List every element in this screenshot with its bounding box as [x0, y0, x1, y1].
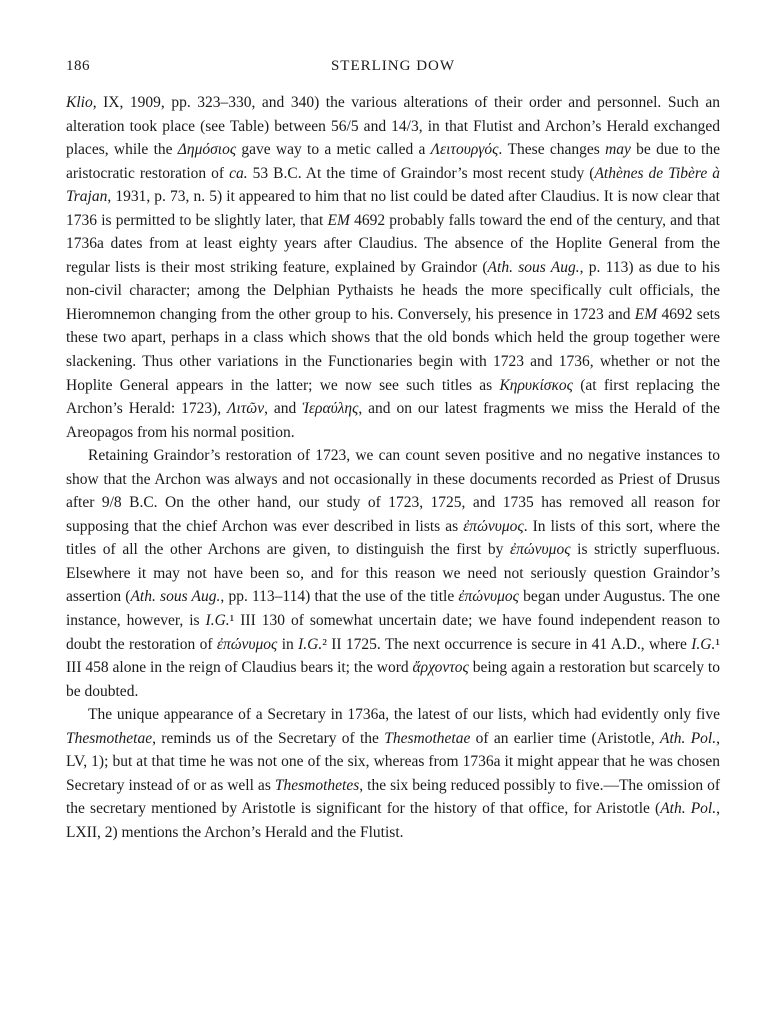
- text-run: , 1931, p. 73, n. 5) it appeared to him that no list could be dated after Claudius. It is now clear that 1736 is permitted to be slightly later, that: [66, 188, 720, 229]
- italic-text-run: ἐπώνυμος: [216, 635, 278, 653]
- italic-text-run: Λειτουργός: [430, 141, 499, 159]
- text-run: be due to the aristocratic restoration of: [66, 141, 720, 182]
- italic-text-run: ἄρχοντος: [412, 659, 469, 677]
- italic-text-run: ἐπώνυμος: [463, 517, 524, 535]
- text-run: The unique appearance of a Secretary in 1736a, the latest of our lists, which had evidently only five: [88, 706, 720, 724]
- text-run: , and on our latest fragments we miss the Herald of the Areopagos from his normal position.: [66, 400, 720, 441]
- text-run: , LXII, 2) mentions the Archon’s Herald and the Flutist.: [66, 800, 720, 841]
- italic-text-run: I.G.: [205, 612, 230, 630]
- text-run: , the six being reduced possibly to five.—The omission of the secretary mentioned by Aristotle is significant for the history of that office, for Aristotle (: [66, 776, 720, 818]
- italic-text-run: Ath. Pol.: [660, 800, 717, 818]
- text-run: , pp. 113–114) that the use of the title: [220, 588, 459, 606]
- italic-text-run: Ἱεραύλης: [302, 400, 359, 418]
- text-run: 4692 probably falls toward the end of the century, and that 1736a dates from at least eighty years after Claudius. The absence of the Hoplite General from the regular lists is their most striking feature, explained by Graindor (: [66, 211, 720, 276]
- text-run: , and: [264, 400, 303, 418]
- italic-text-run: Thesmothetae: [384, 729, 471, 747]
- text-run: 4692 sets these two apart, perhaps in a class which shows that the old bonds which held the group together were slackening. Thus other variations in the Functionaries begin with 1723 and 1736, whether or not the Hoplite General appears in the latter; we now see such titles as: [66, 305, 720, 394]
- italic-text-run: EM: [634, 305, 658, 323]
- italic-text-run: Δημόσιος: [177, 141, 237, 159]
- paragraph-2: [66, 444, 720, 703]
- text-run: , IX, 1909, pp. 323–330, and 340) the various alterations of their order and personnel. Such an alteration took place (see Table) between 56/5 and 14/3, in that Flutist and Archon’s Herald exchanged places, while the: [66, 94, 720, 159]
- text-run: . In lists of this sort, where the titles of all the other Archons are given, to distinguish the first by: [66, 517, 720, 559]
- italic-text-run: I.G.: [298, 635, 323, 653]
- text-run: is strictly superfluous. Elsewhere it may not have been so, and for this reason we need not seriously question Graindor’s assertion (: [66, 541, 720, 606]
- italic-text-run: may: [605, 141, 631, 159]
- text-run: , reminds us of the Secretary of the: [152, 729, 385, 747]
- text-run: , p. 113) as due to his non-civil character; among the Delphian Pythaists he heads the more specifically cult officials, the Hieromnemon changing from the other group to his. Conversely, his presence in 1723 and: [66, 258, 720, 323]
- page: [66, 58, 720, 845]
- italic-text-run: Klio: [66, 94, 93, 111]
- italic-text-run: Ath. sous Aug.: [130, 588, 221, 606]
- italic-text-run: Athènes de Tibère à Trajan: [66, 164, 720, 206]
- text-run: gave way to a metic called a: [236, 141, 431, 159]
- text-run: being again a restoration but scarcely to be doubted.: [66, 659, 720, 700]
- text-run: . These changes: [498, 141, 606, 159]
- text-run: began under Augustus. The one instance, however, is: [66, 588, 720, 630]
- italic-text-run: Λιτῶν: [227, 400, 265, 418]
- paragraph-3: [66, 703, 720, 844]
- italic-text-run: Κηρυκίσκος: [499, 376, 573, 394]
- page-number: 186: [66, 58, 90, 74]
- body-text: [66, 91, 720, 845]
- italic-text-run: Thesmothetae: [66, 729, 153, 747]
- italic-text-run: ca.: [229, 164, 248, 182]
- italic-text-run: Ath. Pol.: [660, 729, 717, 747]
- paragraph-1: [66, 91, 720, 444]
- running-head: [66, 58, 720, 82]
- text-run: 53 B.C. At the time of Graindor’s most recent study (: [247, 164, 595, 182]
- italic-text-run: EM: [327, 211, 350, 229]
- italic-text-run: Thesmothetes: [274, 776, 360, 794]
- italic-text-run: I.G.: [691, 635, 716, 653]
- text-run: ² II 1725. The next occurrence is secure in 41 A.D., where: [322, 635, 692, 653]
- text-run: , LV, 1); but at that time he was not one of the six, whereas from 1736a it might appear that he was chosen Secretary instead of or as well as: [66, 729, 720, 794]
- italic-text-run: ἐπώνυμος: [458, 588, 519, 606]
- text-run: ¹ III 130 of somewhat uncertain date; we have found independent reason to doubt the restoration of: [66, 612, 721, 653]
- text-run: in: [277, 635, 299, 653]
- running-title: STERLING DOW: [330, 58, 456, 74]
- text-run: Retaining Graindor’s restoration of 1723, we can count seven positive and no negative instances to show that the Archon was always and not occasionally in these documents recorded as Priest of Drusus after 9/8 B.C. On the other hand, our study of 1723, 1725, and 1735 has removed all reason for supposing that the chief Archon was ever described in lists as: [66, 447, 720, 535]
- text-run: (at first replacing the Archon’s Herald: 1723),: [66, 376, 720, 418]
- text-run: of an earlier time (Aristotle,: [470, 729, 661, 747]
- text-run: ¹ III 458 alone in the reign of Claudius bears it; the word: [66, 635, 720, 677]
- italic-text-run: ἐπώνυμος: [509, 541, 571, 559]
- italic-text-run: Ath. sous Aug.: [487, 258, 580, 276]
